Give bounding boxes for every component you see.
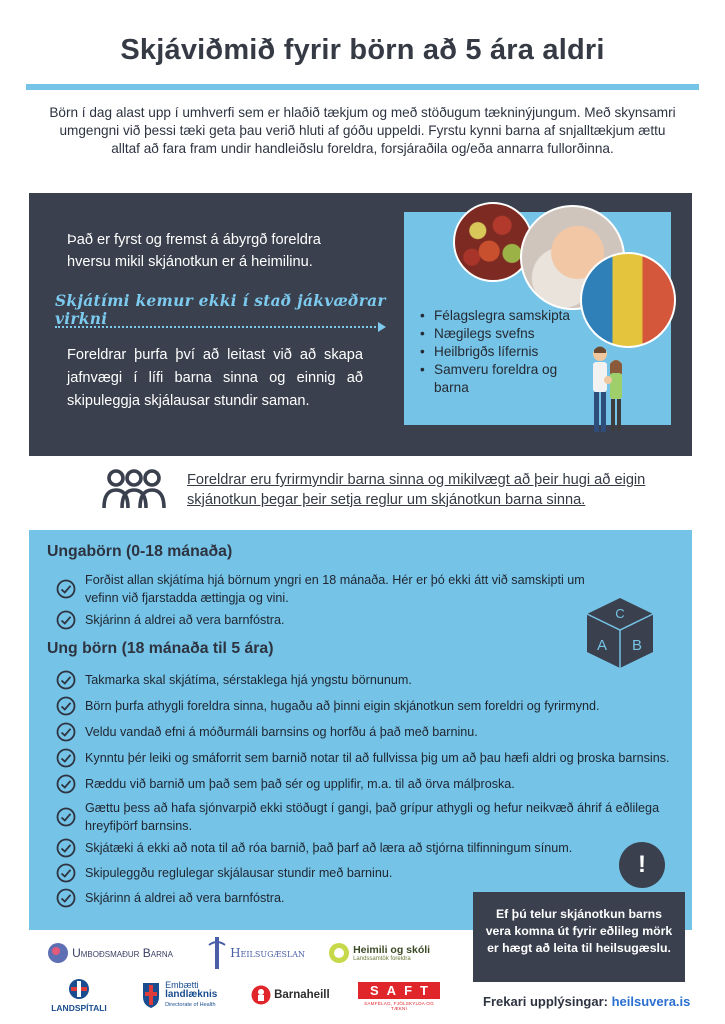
list-item: • Nægilegs svefns [420, 325, 590, 343]
arrow-right-icon [378, 322, 386, 332]
footer-label: Frekari upplýsingar: [483, 994, 608, 1009]
people-icon [102, 466, 166, 512]
intro-paragraph: Börn í dag alast upp í umhverfi sem er hlaðið tækjum og með stöðugum tækninýjungum. Með skynsamri umgengni við þessi tæki geta þau verið hluti af góðu uppeldi. Fyrstu kynni barna af snjalltækjum ættu alltaf að fara fram undir handleiðslu foreldra, forsjáraðila og/eða annarra fullorðinna. [49, 105, 676, 156]
footer-info [483, 994, 690, 1009]
check-circle-icon [56, 807, 76, 827]
check-circle-icon [56, 774, 76, 794]
item-text: Gættu þess að hafa sjónvarpið ekki stöðugt í gangi, það grípur athygli og hefur neikvæð áhrif á eðlilega hreyfiþörf barnsins. [85, 801, 660, 833]
check-circle-icon [56, 888, 76, 908]
saft-logo: SAFT SAMFÉLAG, FJÖLSKYLDA OG TÆKNI [358, 982, 440, 1011]
help-box: Ef þú telur skjánotkun barns vera komna út fyrir eðlileg mörk er hægt að leita til heilsugæslu. [473, 892, 685, 982]
responsibility-text: Það er fyrst og fremst á ábyrgð foreldra hversu mikil skjánotkun er á heimilinu. [67, 232, 321, 270]
cube-letter: C [615, 606, 625, 621]
tagline: Skjátími kemur ekki í stað jákvæðrar virkni [55, 292, 386, 328]
umbodsmadur-logo: Umboðsmaður Barna [47, 942, 173, 964]
role-model-text: Foreldrar eru fyrirmyndir barna sinna og mikilvægt að þeir hugi að eigin skjánotkun þegar þeir setja reglur um skjánotkun barna sinna. [187, 472, 646, 508]
item-text: Kynntu þér leiki og smáforrit sem barnið notar til að fullvissa þig um að þau hæfi aldri og þroska barnsins. [85, 751, 670, 765]
check-circle-icon [56, 838, 76, 858]
title-divider [26, 84, 699, 90]
dotted-arrow-line [55, 326, 380, 328]
landlaeknir-logo: Embætti landlæknis Directorate of Health [140, 980, 217, 1010]
item-text: Skipuleggðu reglulegar skjálausar stundir með barninu. [85, 866, 393, 880]
item-text: Ræddu við barnið um það sem það sér og upplifir, m.a. til að örva málþroska. [85, 777, 515, 791]
barnaheill-logo: Barnaheill [251, 985, 330, 1005]
list-item: • Félagslegra samskipta [420, 307, 590, 325]
item-text: Börn þurfa athygli foreldra sinna, hugaðu að þinni eigin skjánotkun sem foreldri og fyrirmynd. [85, 699, 600, 713]
item-text: Skjátæki á ekki að nota til að róa barnið, það þarf að læra að stjórna tilfinningum sínum. [85, 841, 573, 855]
item-text: Skjárinn á aldrei að vera barnfóstra. [85, 891, 285, 905]
check-circle-icon [56, 610, 76, 630]
toddlers-heading: Ung börn (18 mánaða til 5 ára) [47, 640, 274, 657]
check-circle-icon [56, 579, 76, 599]
cube-letter: A [596, 637, 608, 654]
item-text: Skjárinn á aldrei að vera barnfóstra. [85, 613, 285, 627]
heimili-og-skoli-logo: Heimili og skóli Landssamtök foreldra [328, 942, 430, 964]
page-title: Skjáviðmið fyrir börn að 5 ára aldri [120, 34, 605, 66]
barnaheill-icon [251, 985, 271, 1005]
umbodsmadur-icon [47, 942, 69, 964]
item-text: Forðist allan skjátíma hjá börnum yngri en 18 mánaða. Hér er þó ekki átt við samskipti um vefinn við fjarstadda ættingja og vini. [85, 573, 585, 605]
heimili-icon [328, 942, 350, 964]
toy-blocks-photo [580, 252, 676, 348]
item-text: Veldu vandað efni á móðurmáli barnsins og horfðu á það með barninu. [85, 725, 478, 739]
abc-cube-icon [585, 596, 655, 670]
landspitali-icon [65, 978, 93, 1000]
benefits-list [420, 307, 590, 397]
heilsugaeslan-logo: Heilsugæslan [207, 935, 305, 971]
check-circle-icon [56, 748, 76, 768]
cube-letter: B [631, 637, 643, 654]
check-circle-icon [56, 863, 76, 883]
exclamation-icon: ! [619, 842, 665, 888]
landspitali-logo: LANDSPÍTALI [49, 978, 109, 1013]
family-illustration [588, 344, 628, 436]
check-circle-icon [56, 696, 76, 716]
item-text: Takmarka skal skjátíma, sérstaklega hjá yngstu börnunum. [85, 673, 412, 687]
balance-text: Foreldrar þurfa því að leitast við að skapa jafnvægi í lífi barna sinna og einnig að skipuleggja skjálausar stundir saman. [67, 347, 363, 409]
heilsuvera-link[interactable]: heilsuvera.is [611, 994, 691, 1009]
heilsugaeslan-icon [207, 935, 227, 971]
infants-heading: Ungabörn (0-18 mánaða) [47, 543, 233, 560]
list-item: • Samveru foreldra og barna [420, 361, 590, 397]
list-item: • Heilbrigðs lífernis [420, 343, 590, 361]
check-circle-icon [56, 670, 76, 690]
check-circle-icon [56, 722, 76, 742]
coat-of-arms-icon [140, 981, 162, 1009]
